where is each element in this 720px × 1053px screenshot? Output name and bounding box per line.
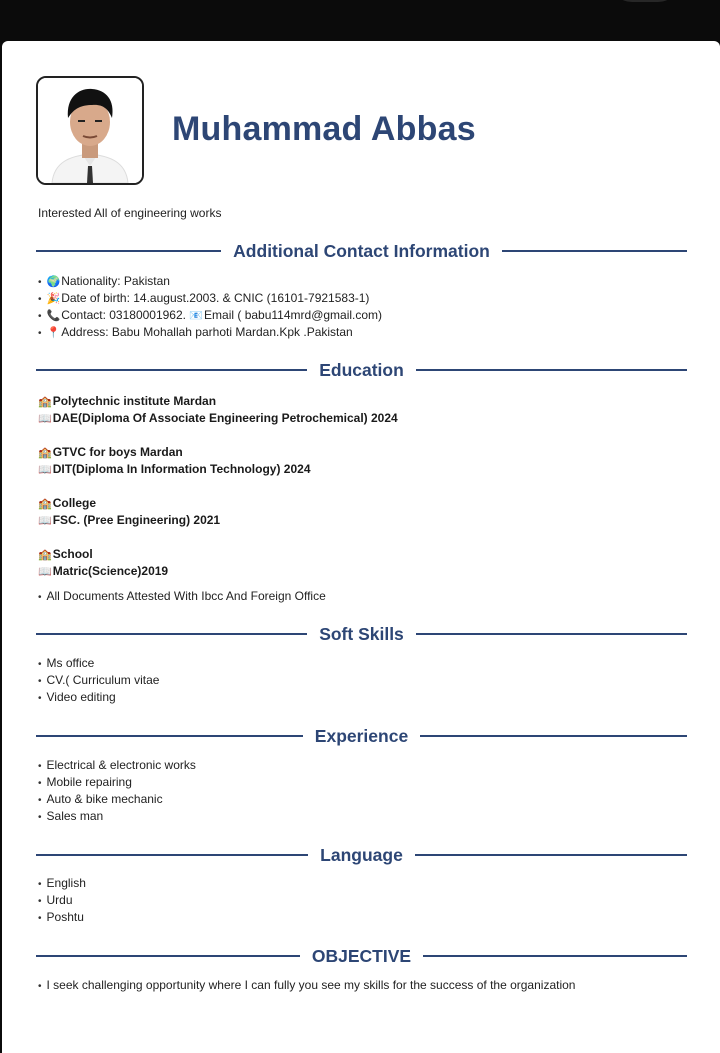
education-entry: 🏫College 📖FSC. (Pree Engineering) 2021 [38, 496, 221, 527]
list-item: • 🌍Nationality: Pakistan [38, 273, 382, 290]
top-bar [0, 0, 720, 36]
globe-icon: 🌍 [46, 276, 61, 288]
contact-list [38, 273, 382, 341]
list-item: • Ms office [38, 655, 159, 672]
section-title-objective: OBJECTIVE [300, 946, 423, 966]
section-header-language [36, 843, 687, 867]
objective-list [38, 977, 575, 994]
list-item: • 🎉Date of birth: 14.august.2003. & CNIC (16101-7921583-1) [38, 290, 382, 307]
camera-cutout [610, 0, 680, 2]
phone-icon: 📞 [46, 310, 61, 322]
list-item: • 📞Contact: 03180001962. 📧Email ( babu114mrd@gmail.com) [38, 307, 382, 324]
profile-photo [36, 76, 144, 185]
open-book-icon: 📖 [38, 413, 52, 425]
education-entry: 🏫School 📖Matric(Science)2019 [38, 547, 169, 578]
list-item: • Video editing [38, 689, 159, 706]
school-icon: 🏫 [38, 396, 52, 408]
list-item: • Poshtu [38, 909, 86, 926]
list-item: • CV.( Curriculum vitae [38, 672, 159, 689]
list-item: • I seek challenging opportunity where I can fully you see my skills for the success of the organization [38, 977, 575, 994]
section-title-education: Education [307, 360, 416, 380]
open-book-icon: 📖 [38, 566, 52, 578]
candidate-name: Muhammad Abbas [172, 110, 476, 148]
school-icon: 🏫 [38, 549, 52, 561]
section-header-experience [36, 724, 687, 748]
list-item: • Electrical & electronic works [38, 757, 196, 774]
party-popper-icon: 🎉 [46, 293, 61, 305]
list-item: • All Documents Attested With Ibcc And Foreign Office [38, 588, 326, 605]
school-icon: 🏫 [38, 447, 52, 459]
list-item: • Sales man [38, 808, 196, 825]
email-icon: 📧 [189, 310, 204, 322]
education-note-list [38, 588, 326, 605]
list-item: • Mobile repairing [38, 774, 196, 791]
language-list [38, 875, 86, 926]
list-item: • 📍Address: Babu Mohallah parhoti Mardan.Kpk .Pakistan [38, 324, 382, 341]
section-header-education [36, 358, 687, 382]
section-header-objective [36, 944, 687, 968]
open-book-icon: 📖 [38, 464, 52, 476]
profile-summary: Interested All of engineering works [38, 206, 222, 220]
open-book-icon: 📖 [38, 515, 52, 527]
experience-list [38, 757, 196, 825]
school-icon: 🏫 [38, 498, 52, 510]
section-title-language: Language [308, 845, 415, 865]
education-entry: 🏫Polytechnic institute Mardan 📖DAE(Diploma Of Associate Engineering Petrochemical) 2024 [38, 394, 398, 425]
section-header-contact [36, 239, 687, 263]
email-text: Email ( babu114mrd@gmail.com) [204, 308, 383, 322]
section-title-experience: Experience [303, 726, 420, 746]
section-title-contact: Additional Contact Information [221, 241, 502, 261]
section-title-soft-skills: Soft Skills [307, 624, 416, 644]
soft-skills-list [38, 655, 159, 706]
list-item: • English [38, 875, 86, 892]
list-item: • Urdu [38, 892, 86, 909]
education-entry: 🏫GTVC for boys Mardan 📖DIT(Diploma In Information Technology) 2024 [38, 445, 311, 476]
location-pin-icon: 📍 [46, 327, 61, 339]
list-item: • Auto & bike mechanic [38, 791, 196, 808]
section-header-soft-skills [36, 622, 687, 646]
